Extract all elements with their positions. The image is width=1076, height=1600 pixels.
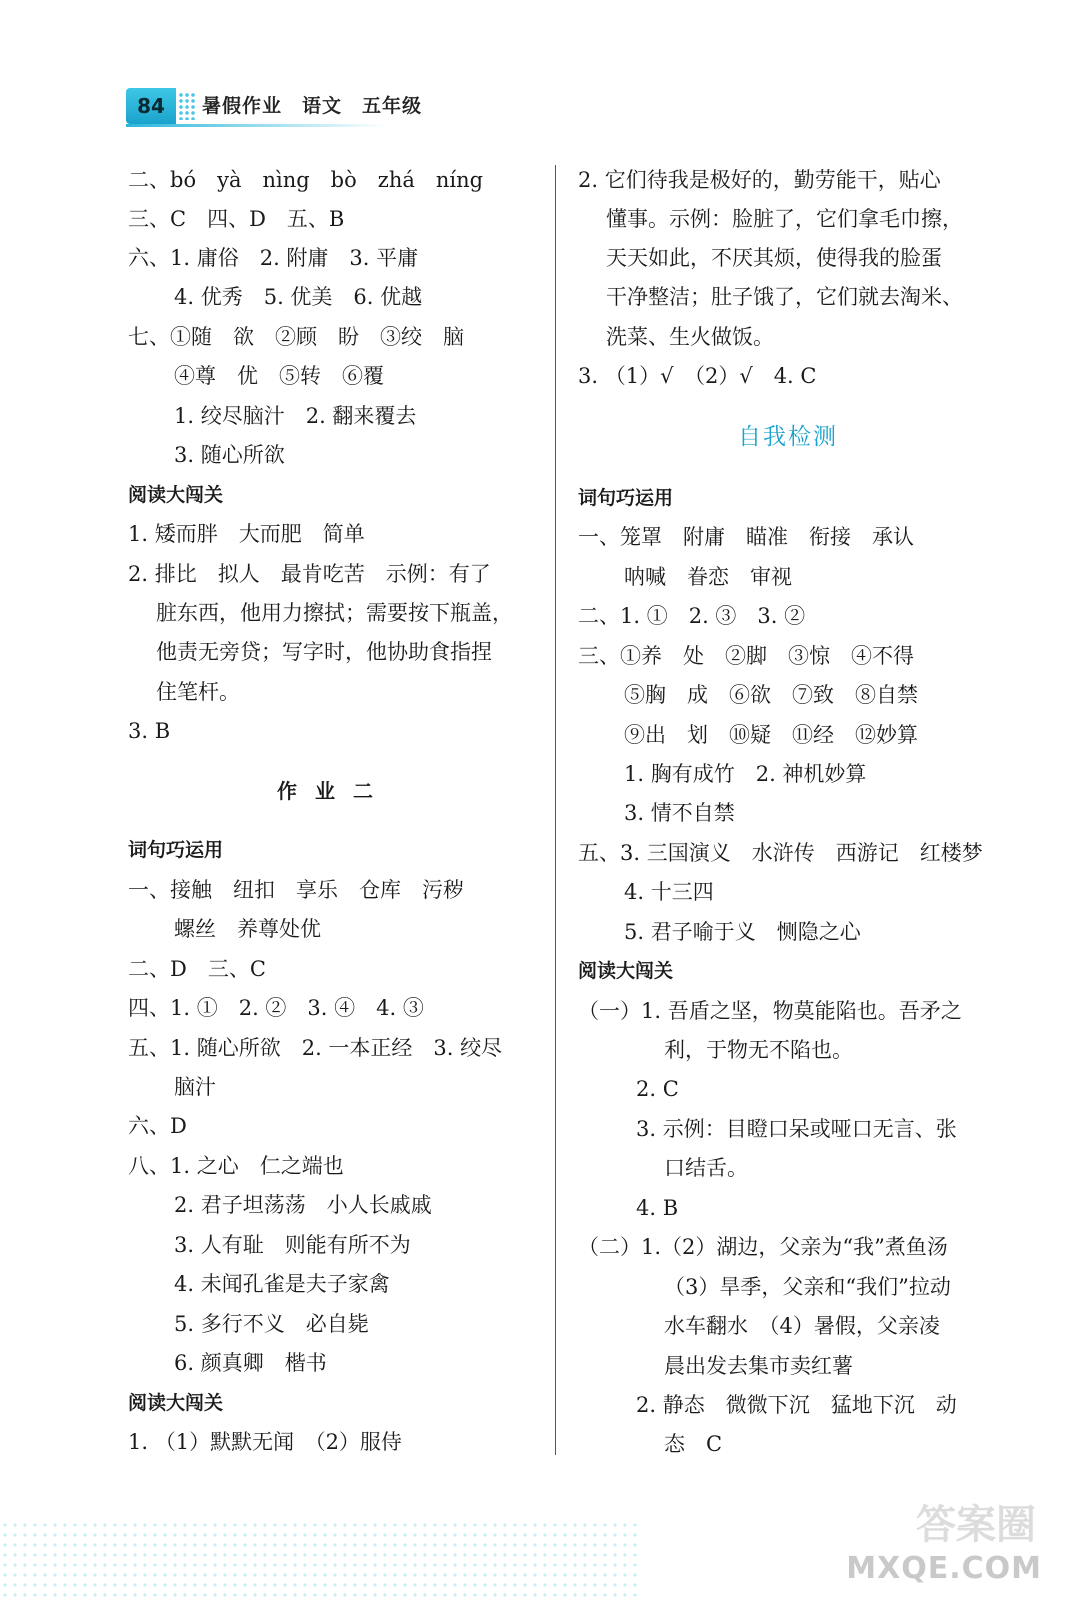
answer-line: 口结舌。 (664, 1156, 748, 1180)
page-number: 84 (126, 88, 176, 124)
answer-line: 五、1. 随心所欲 2. 一本正经 3. 绞尽 (128, 1036, 503, 1060)
answer-line: 2. 君子坦荡荡 小人长戚戚 (174, 1193, 432, 1217)
column-divider (555, 165, 556, 1455)
answer-line: 干净整洁；肚子饿了，它们就去淘米、 (606, 285, 963, 309)
answer-line: 2. 它们待我是极好的，勤劳能干，贴心 (578, 168, 941, 192)
answer-line: 3. 随心所欲 (174, 443, 285, 467)
answer-line: 5. 君子喻于义 恻隐之心 (624, 920, 861, 944)
section-heading: 词句巧运用 (128, 839, 224, 861)
answer-line: 态 C (664, 1432, 723, 1456)
answer-line: 二、D 三、C (128, 957, 266, 981)
answer-line: ⑨出 划 ⑩疑 ⑪经 ⑫妙算 (624, 723, 918, 747)
header-rule (126, 124, 386, 127)
page-header (126, 88, 426, 124)
answer-line: 呐喊 眷恋 审视 (624, 565, 792, 589)
decorative-dots (178, 92, 196, 120)
answer-line: 住笔杆。 (156, 680, 240, 704)
answer-line: 一、笼罩 附庸 瞄准 衔接 承认 (578, 525, 914, 549)
answer-line: 八、1. 之心 仁之端也 (128, 1154, 344, 1178)
answer-line: 1. 矮而胖 大而肥 简单 (128, 522, 365, 546)
self-test-title: 自我检测 (738, 424, 838, 450)
section-heading: 阅读大闯关 (128, 484, 224, 506)
answer-line: 4. B (636, 1196, 679, 1220)
footer-decorative-dots (0, 1520, 640, 1600)
answer-line: （3）旱季，父亲和“我们”拉动 (664, 1275, 951, 1299)
answer-line: 1. 胸有成竹 2. 神机妙算 (624, 762, 867, 786)
answer-line: 3. （1）√ （2）√ 4. C (578, 364, 817, 388)
answer-line: 他责无旁贷；写字时，他协助食指捏 (156, 640, 492, 664)
answer-line: 3. 人有耻 则能有所不为 (174, 1233, 411, 1257)
answer-line: 3. 示例：目瞪口呆或哑口无言、张 (636, 1117, 957, 1141)
answer-line: 6. 颜真卿 楷书 (174, 1351, 327, 1375)
answer-line: 2. 静态 微微下沉 猛地下沉 动 (636, 1393, 957, 1417)
answer-line: （一）1. 吾盾之坚，物莫能陷也。吾矛之 (578, 999, 962, 1023)
answer-line: ④尊 优 ⑤转 ⑥覆 (174, 364, 384, 388)
assignment-title: 作业二 (277, 779, 391, 803)
answer-line: 一、接触 纽扣 享乐 仓库 污秽 (128, 878, 464, 902)
answer-line: 五、3. 三国演义 水浒传 西游记 红楼梦 (578, 841, 983, 865)
section-heading: 阅读大闯关 (578, 960, 674, 982)
answer-line: 懂事。示例：脸脏了，它们拿毛巾擦， (606, 207, 963, 231)
section-heading: 词句巧运用 (578, 487, 674, 509)
answer-line: 4. 优秀 5. 优美 6. 优越 (174, 285, 423, 309)
answer-line: 二、bó yà nìng bò zhá níng (128, 168, 484, 192)
answer-line: 七、①随 欲 ②顾 盼 ③绞 脑 (128, 325, 464, 349)
answer-line: 晨出发去集市卖红薯 (664, 1354, 853, 1378)
answer-line: 利，于物无不陷也。 (664, 1038, 853, 1062)
answer-line: 4. 十三四 (624, 880, 714, 904)
answer-line: 3. B (128, 719, 171, 743)
answer-line: 六、1. 庸俗 2. 附庸 3. 平庸 (128, 246, 419, 270)
answer-line: 3. 情不自禁 (624, 801, 735, 825)
answer-line: 天天如此，不厌其烦，使得我的脸蛋 (606, 246, 942, 270)
answer-line: 四、1. ① 2. ② 3. ④ 4. ③ (128, 996, 424, 1020)
answer-line: （二）1.（2）湖边，父亲为“我”煮鱼汤 (578, 1235, 948, 1259)
answer-line: 2. 排比 拟人 最肯吃苦 示例：有了 (128, 562, 491, 586)
answer-line: 螺丝 养尊处优 (174, 917, 321, 941)
section-heading: 阅读大闯关 (128, 1392, 224, 1414)
answer-line: 脑汁 (174, 1075, 216, 1099)
answer-line: 1. （1）默默无闻 （2）服侍 (128, 1430, 402, 1454)
answer-line: 三、C 四、D 五、B (128, 207, 345, 231)
answer-line: 二、1. ① 2. ③ 3. ② (578, 604, 806, 628)
answer-line: 洗菜、生火做饭。 (606, 325, 774, 349)
answer-line: 水车翻水 （4）暑假，父亲凌 (664, 1314, 940, 1338)
answer-line: 三、①养 处 ②脚 ③惊 ④不得 (578, 644, 914, 668)
answer-line: 六、D (128, 1114, 187, 1138)
answer-line: 脏东西，他用力擦拭；需要按下瓶盖， (156, 601, 513, 625)
answer-line: 1. 绞尽脑汁 2. 翻来覆去 (174, 404, 417, 428)
watermark-logo: 答案圈 (916, 1502, 1036, 1548)
watermark-url: MXQE.COM (846, 1551, 1042, 1586)
answer-line: 4. 未闻孔雀是夫子家禽 (174, 1272, 390, 1296)
answer-line: 5. 多行不义 必自毙 (174, 1312, 369, 1336)
answer-line: ⑤胸 成 ⑥欲 ⑦致 ⑧自禁 (624, 683, 918, 707)
answer-line: 2. C (636, 1077, 679, 1101)
book-title: 暑假作业 语文 五年级 (202, 95, 423, 117)
